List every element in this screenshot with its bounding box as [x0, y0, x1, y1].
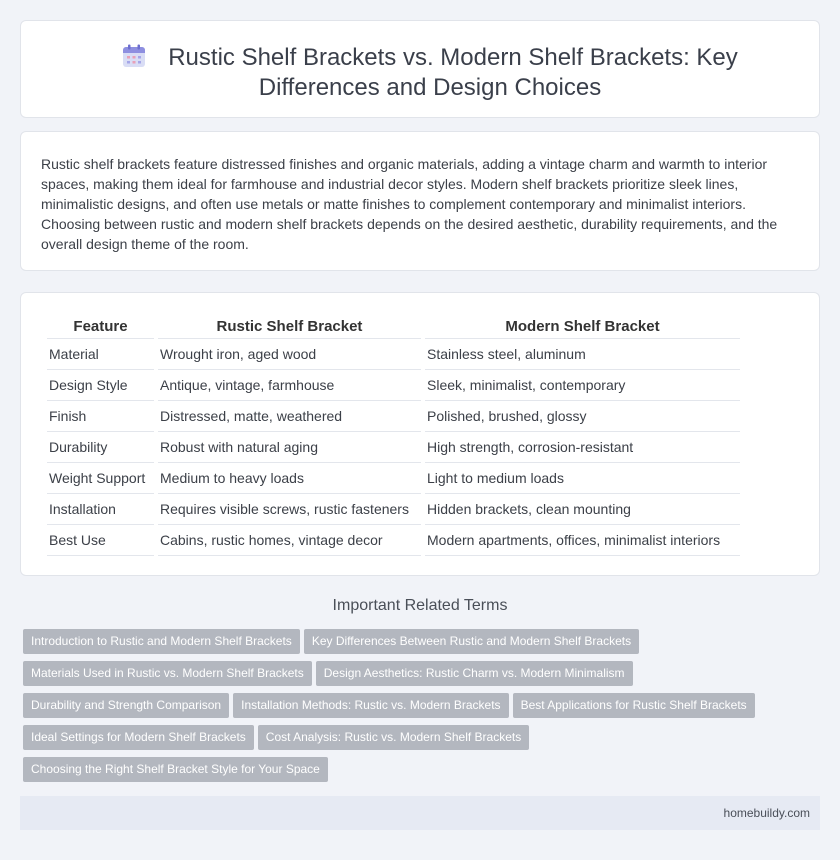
intro-paragraph: Rustic shelf brackets feature distressed finishes and organic materials, adding a vintage charm and warmth to interior spaces, making them ideal for farmhouse and industrial decor styles. Modern shelf brackets prioritize sleek lines, minimalistic designs, and often use metals or matte finishes to complement contemporary and minimalist interiors. Choosing between rustic and modern shelf brackets depends on the desired aesthetic, durability requirements, and the overall design theme of the room.: [41, 156, 778, 252]
tag-row: [23, 693, 803, 725]
tag-row: [23, 661, 803, 693]
related-term-tag[interactable]: Key Differences Between Rustic and Modern Shelf Brackets: [304, 629, 639, 654]
table-row: [47, 463, 740, 494]
table-cell: Stainless steel, aluminum: [425, 339, 740, 370]
calendar-icon: [122, 44, 146, 68]
table-cell: Hidden brackets, clean mounting: [425, 494, 740, 525]
column-header-feature: Feature: [47, 315, 154, 339]
footer-site-link[interactable]: homebuildy.com: [723, 806, 810, 820]
related-term-tag[interactable]: Ideal Settings for Modern Shelf Brackets: [23, 725, 254, 750]
table-cell: Cabins, rustic homes, vintage decor: [158, 525, 421, 556]
table-row: [47, 525, 740, 556]
table-cell: Requires visible screws, rustic fasteners: [158, 494, 421, 525]
table-cell: Polished, brushed, glossy: [425, 401, 740, 432]
header-card: [20, 20, 820, 118]
intro-card: [20, 131, 820, 271]
table-cell: Sleek, minimalist, contemporary: [425, 370, 740, 401]
related-term-tag[interactable]: Installation Methods: Rustic vs. Modern Brackets: [233, 693, 508, 718]
page-title-wrap: [61, 43, 799, 103]
related-term-tag[interactable]: Introduction to Rustic and Modern Shelf Brackets: [23, 629, 300, 654]
column-header-modern: Modern Shelf Bracket: [425, 315, 740, 339]
table-cell: Best Use: [47, 525, 154, 556]
table-row: [47, 494, 740, 525]
related-terms-title: Important Related Terms: [332, 597, 508, 614]
related-term-tag[interactable]: Cost Analysis: Rustic vs. Modern Shelf Brackets: [258, 725, 529, 750]
table-row: [47, 339, 740, 370]
table-cell: Medium to heavy loads: [158, 463, 421, 494]
related-term-tag[interactable]: Design Aesthetics: Rustic Charm vs. Modern Minimalism: [316, 661, 633, 686]
table-cell: Robust with natural aging: [158, 432, 421, 463]
related-term-tag[interactable]: Materials Used in Rustic vs. Modern Shelf Brackets: [23, 661, 312, 686]
table-row: [47, 370, 740, 401]
related-terms-list: [23, 629, 803, 789]
table-cell: Finish: [47, 401, 154, 432]
table-row: [47, 432, 740, 463]
comparison-card: [20, 292, 820, 576]
table-cell: Durability: [47, 432, 154, 463]
table-cell: Distressed, matte, weathered: [158, 401, 421, 432]
table-cell: Design Style: [47, 370, 154, 401]
related-term-tag[interactable]: Choosing the Right Shelf Bracket Style for Your Space: [23, 757, 328, 782]
comparison-table: [43, 315, 744, 556]
related-term-tag[interactable]: Best Applications for Rustic Shelf Brackets: [513, 693, 755, 718]
column-header-rustic: Rustic Shelf Bracket: [158, 315, 421, 339]
table-cell: Material: [47, 339, 154, 370]
footer: [20, 796, 820, 830]
table-cell: Light to medium loads: [425, 463, 740, 494]
table-row: [47, 401, 740, 432]
table-header-row: [47, 315, 740, 339]
table-cell: Modern apartments, offices, minimalist interiors: [425, 525, 740, 556]
tag-row: [23, 725, 803, 757]
page-title: Rustic Shelf Brackets vs. Modern Shelf Brackets: Key Differences and Design Choices: [168, 44, 738, 101]
tag-row: [23, 629, 803, 661]
tag-row: [23, 757, 803, 789]
table-cell: Installation: [47, 494, 154, 525]
table-cell: Antique, vintage, farmhouse: [158, 370, 421, 401]
table-cell: Weight Support: [47, 463, 154, 494]
table-cell: Wrought iron, aged wood: [158, 339, 421, 370]
table-cell: High strength, corrosion-resistant: [425, 432, 740, 463]
related-term-tag[interactable]: Durability and Strength Comparison: [23, 693, 229, 718]
